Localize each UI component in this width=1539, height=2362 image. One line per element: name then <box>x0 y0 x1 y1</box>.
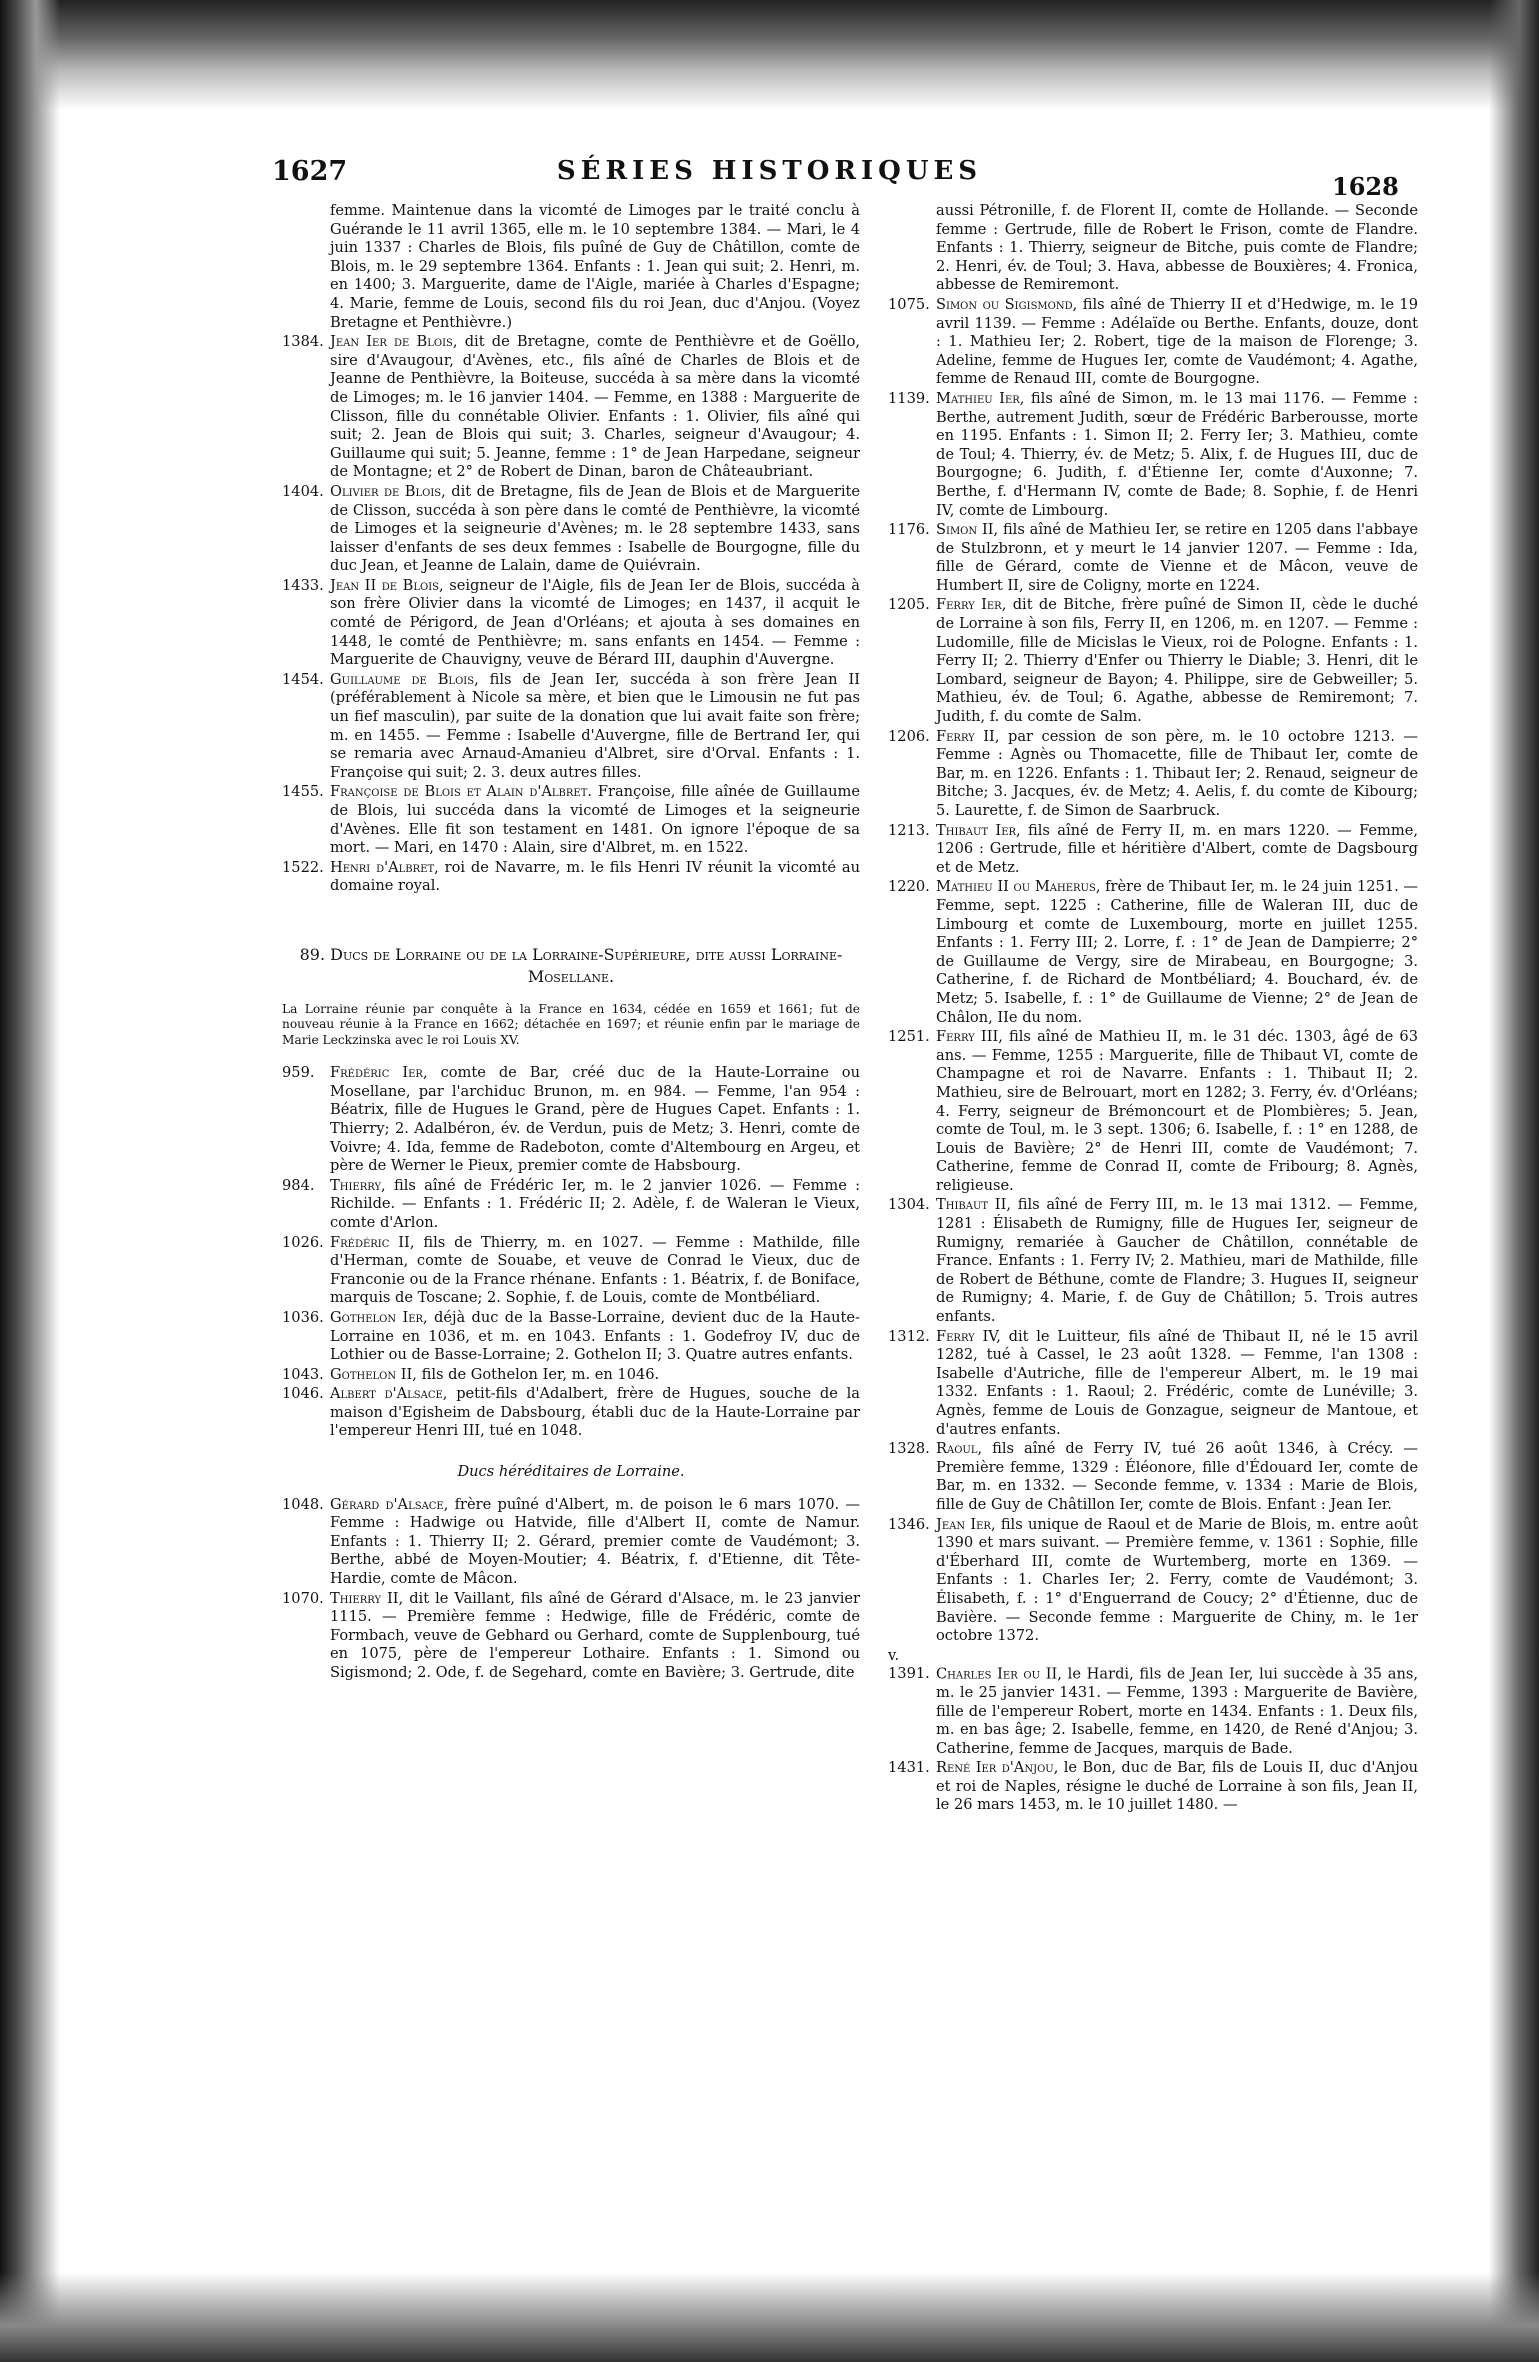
genealogy-entry <box>282 1496 860 1589</box>
entry-year: 1036. <box>282 1308 324 1326</box>
entry-text: fils aîné de Ferry II, m. en mars 1220. — Femme, 1206 : Gertrude, fille et héritière d'Albert, comte de Dagsbourg et de Metz. <box>936 821 1418 876</box>
entry-name: Thibaut II, <box>936 1196 1011 1214</box>
genealogy-entry <box>282 859 860 896</box>
entry-year: 1075. <box>888 295 930 313</box>
entry-year: 1213. <box>888 821 930 839</box>
entry-name: Frédéric II, <box>330 1233 415 1251</box>
entry-text: frère puîné d'Albert, m. de poison le 6 mars 1070. — Femme : Hadwige ou Hatvide, fille d'Albert II, comte de Namur. Enfants : 1. Thierry II; 2. Gérard, premier comte de Vaudémont; 3. Berthe, abbé de Moyen-Moutier; 4. Béatrix, f. d'Etienne, dit Tête-Hardie, comte de Mâcon. <box>330 1495 860 1588</box>
entry-year: 1304. <box>888 1196 930 1214</box>
entry-year: 1070. <box>282 1589 324 1607</box>
section-heading: 89. Ducs de Lorraine ou de la Lorraine-Supérieure, dite aussi Lorraine-Mosellane. <box>299 944 843 986</box>
entry-name: Gothelon II, <box>330 1365 417 1383</box>
page-title: SÉRIES HISTORIQUES <box>556 156 983 186</box>
entry-year: 1404. <box>282 482 324 500</box>
entry-text: roi de Navarre, m. le fils Henri IV réunit la vicomté au domaine royal. <box>330 858 861 895</box>
continuation-text: aussi Pétronille, f. de Florent II, comte de Hollande. — Seconde femme : Gertrude, fille de Robert le Frison, comte de Flandre. Enfants : 1. Thierry, seigneur de Bitche, puis comte de Flandre; 2. Henri, év. de Toul; 3. Hava, abbesse de Bouxières; 4. Fronica, abbesse de Remiremont. <box>936 202 1418 294</box>
entry-year: 1026. <box>282 1233 324 1251</box>
genealogy-entry <box>888 1516 1418 1646</box>
entry-year: 1251. <box>888 1028 930 1046</box>
entry-year: 1384. <box>282 333 324 351</box>
genealogy-entry <box>282 483 860 576</box>
genealogy-entry <box>282 783 860 857</box>
entry-name: Charles Ier ou II, <box>936 1665 1062 1683</box>
genealogy-entry <box>888 1759 1418 1815</box>
genealogy-entry <box>282 1309 860 1365</box>
entry-year: 1206. <box>888 727 930 745</box>
genealogy-entry <box>888 878 1418 1027</box>
entry-name: Simon ou Sigismond, <box>936 295 1078 313</box>
genealogy-entry <box>888 296 1418 389</box>
entry-name: Raoul, <box>936 1440 983 1458</box>
entry-text: fils unique de Raoul et de Marie de Blois, m. entre août 1390 et mars suivant. — Première femme, v. 1361 : Sophie, fille d'Éberhard III, comte de Wurtemberg, morte en 1369. — Enfants : 1. Charles Ier; 2. Ferry, comte de Vaudémont; 3. Élisabeth, f. : 1° d'Enguerrand de Coucy; 2° d'Étienne, duc de Bavière. — Seconde femme : Marguerite de Chiny, m. le 1er octobre 1372. <box>936 1515 1419 1645</box>
entries-ducs-hereditaires <box>282 1496 860 1683</box>
entry-text: seigneur de l'Aigle, fils de Jean Ier de Blois, succéda à son frère Olivier dans la vicomté de Limoges; en 1437, il acquit le comté de Périgord, de Jean d'Orléans; et ajouta à ses domaines en 1448, le comté de Penthièvre; m. sans enfants en 1454. — Femme : Marguerite de Chauvigny, veuve de Bérard III, dauphin d'Auvergne. <box>330 576 860 669</box>
scan-shadow-top <box>0 0 1539 110</box>
entry-name: Thibaut Ier, <box>936 821 1021 839</box>
entry-name: Françoise de Blois et Alain d'Albret. <box>330 783 593 801</box>
page-number-left: 1627 <box>272 156 348 187</box>
entry-year: 1312. <box>888 1327 930 1345</box>
genealogy-entry <box>888 390 1418 520</box>
entry-name: Jean Ier, <box>936 1515 996 1533</box>
entry-year: 1139. <box>888 389 930 407</box>
entry-name: Ferry IV, <box>936 1327 1001 1345</box>
entry-name: Gothelon Ier, <box>330 1308 428 1326</box>
entry-year: 959. <box>282 1064 315 1082</box>
entry-text: par cession de son père, m. le 10 octobre 1213. — Femme : Agnès ou Thomacette, fille de Thibaut Ier, comte de Bar, m. en 1226. Enfants : 1. Thibaut Ier; 2. Renaud, seigneur de Bitche; 3. Jacques, év. de Metz; 4. Aelis, f. du comte de Kibourg; 5. Laurette, f. de Simon de Saarbruck. <box>936 727 1418 819</box>
genealogy-entry <box>888 1440 1418 1514</box>
entry-text: déjà duc de la Basse-Lorraine, devient duc de la Haute-Lorraine en 1036, et m. en 1043. Enfants : 1. Godefroy IV, duc de Lothier ou de Basse-Lorraine; 2. Gothelon II; 3. Quatre autres enfants. <box>330 1308 860 1364</box>
entries-vicomtes-limoges <box>282 333 860 896</box>
entry-year: 1455. <box>282 783 324 801</box>
subsection-heading: Ducs héréditaires de Lorraine. <box>457 1463 685 1481</box>
genealogy-entry <box>888 596 1418 726</box>
genealogy-entry <box>282 1177 860 1233</box>
entry-name: Olivier de Blois, <box>330 482 446 500</box>
genealogy-entry <box>282 1064 860 1176</box>
genealogy-entry <box>282 1590 860 1683</box>
genealogy-entry <box>282 333 860 482</box>
entry-text: fils de Thierry, m. en 1027. — Femme : Mathilde, fille d'Herman, comte de Souabe, et veuve de Conrad le Vieux, duc de Franconie ou de la France rhénane. Enfants : 1. Béatrix, f. de Boniface, marquis de Toscane; 2. Sophie, f. de Louis, comte de Montbéliard. <box>330 1233 860 1307</box>
entry-year: 1205. <box>888 596 930 614</box>
genealogy-entry <box>888 1028 1418 1195</box>
entry-year: 1454. <box>282 670 324 688</box>
entry-text: comte de Bar, créé duc de la Haute-Lorraine ou Mosellane, par l'archiduc Brunon, m. en 984. — Femme, l'an 954 : Béatrix, fille de Hugues le Grand, père de Hugues Capet. Enfants : 1. Thierry; 2. Adalbéron, év. de Verdun, puis de Metz; 3. Henri, comte de Voivre; 4. Ida, femme de Radeboton, comte d'Altembourg en Argeu, et père de Werner le Pieux, premier comte de Habsbourg. <box>330 1064 860 1175</box>
entry-text: dit le Luitteur, fils aîné de Thibaut II, né le 15 avril 1282, tué à Cassel, le 23 août 1328. — Femme, l'an 1308 : Isabelle d'Autriche, fille de l'empereur Albert, m. le 19 mai 1332. Enfants : 1. Raoul; 2. Frédéric, comte de Lunéville; 3. Agnès, femme de Louis de Gonzague, seigneur de Mantoue, et d'autres enfants. <box>936 1327 1419 1438</box>
genealogy-entry <box>888 1647 1418 1759</box>
entry-name: Henri d'Albret, <box>330 858 439 876</box>
entry-year: 1176. <box>888 521 930 539</box>
entry-text: fils de Jean Ier, succéda à son frère Jean II (préférablement à Nicole sa mère, et bien que le Limousin ne fut pas un fief masculin), par suite de la donation que lui avait faite son frère; m. en 1455. — Femme : Isabelle d'Auvergne, fille de Bertrand Ier, qui se remaria avec Arnaud-Amanieu d'Albret, sire d'Orval. Enfants : 1. Françoise qui suit; 2. 3. deux autres filles. <box>330 670 861 781</box>
entry-text: Françoise, fille aînée de Guillaume de Blois, lui succéda dans la vicomté de Limoges et la seigneurie d'Avènes. Elle fit son testament en 1481. On ignore l'époque de sa mort. — Mari, en 1470 : Alain, sire d'Albret, m. en 1522. <box>330 783 860 857</box>
entry-text: dit de Bretagne, fils de Jean de Blois et de Marguerite de Clisson, succéda à son père dans le comté de Penthièvre, la vicomté de Limoges et la seigneurie d'Avènes; m. le 28 septembre 1433, sans laisser d'enfants de ses deux femmes : Isabelle de Bourgogne, fille du duc Jean, et Jeanne de Lalain, dame de Quiévrain. <box>330 482 861 575</box>
entry-year: 1522. <box>282 858 324 876</box>
entry-name: Jean II de Blois, <box>330 576 444 594</box>
entry-text: dit de Bretagne, comte de Penthièvre et de Goëllo, sire d'Avaugour, d'Avènes, etc., fils aîné de Charles de Blois et de Jeanne de Penthièvre, la Boiteuse, succéda à sa mère dans la vicomté de Limoges; m. le 16 janvier 1404. — Femme, en 1388 : Marguerite de Clisson, fille du connétable Olivier. Enfants : 1. Olivier, fils aîné qui suit; 2. Jean de Blois qui suit; 3. Charles, seigneur d'Avaugour; 4. Guillaume qui suit; 5. Jeanne, femme : 1° de Jean Harpedane, seigneur de Montagne; et 2° de Robert de Dinan, baron de Châteaubriant. <box>330 333 861 481</box>
entry-name: Gérard d'Alsace, <box>330 1495 449 1513</box>
scan-shadow-bottom <box>0 2272 1539 2362</box>
entry-name: Ferry Ier, <box>936 596 1007 614</box>
entry-text: fils aîné de Thierry II et d'Hedwige, m. le 19 avril 1139. — Femme : Adélaïde ou Berthe. Enfants, douze, dont : 1. Mathieu Ier; 2. Robert, tige de la maison de Florenge; 3. Adeline, femme de Hugues Ier, comte de Vaudémont; 4. Agathe, femme de Renaud III, comte de Bourgogne. <box>936 295 1419 388</box>
entries-ducs-lorraine-continued <box>888 296 1418 1815</box>
page-number-right: 1628 <box>1332 172 1399 201</box>
entry-text: fils aîné de Frédéric Ier, m. le 2 janvier 1026. — Femme : Richilde. — Enfants : 1. Frédéric II; 2. Adèle, f. de Waleran le Vieux, comte d'Arlon. <box>330 1176 861 1231</box>
entry-name: Albert d'Alsace, <box>330 1385 448 1403</box>
entry-name: Thierry II, <box>330 1589 404 1607</box>
entry-text: le Bon, duc de Bar, fils de Louis II, duc d'Anjou et roi de Naples, résigne le duché de Lorraine à son fils, Jean II, le 26 mars 1453, m. le 10 juillet 1480. — <box>936 1759 1419 1814</box>
left-column <box>282 202 860 1684</box>
entry-name: Jean Ier de Blois, <box>330 333 458 351</box>
entry-name: René Ier d'Anjou, <box>936 1759 1059 1777</box>
entry-text: fils aîné de Simon, m. le 13 mai 1176. — Femme : Berthe, autrement Judith, sœur de Frédéric Barberousse, morte en 1195. Enfants : 1. Simon II; 2. Ferry Ier; 3. Mathieu, comte de Toul; 4. Thierry, év. de Metz; 5. Alix, f. de Hugues III, duc de Bourgogne; 6. Judith, f. d'Étienne Ier, comte d'Auxonne; 7. Berthe, f. d'Hermann IV, comte de Bade; 8. Sophie, f. de Henri IV, comte de Limbourg. <box>936 389 1419 519</box>
entry-year: 984. <box>282 1176 315 1194</box>
entry-name: Ferry III, <box>936 1028 1003 1046</box>
entries-ducs-lorraine <box>282 1064 860 1441</box>
entry-text: fils aîné de Ferry IV, tué 26 août 1346, à Crécy. — Première femme, 1329 : Éléonore, fille d'Édouard Ier, comte de Bar, m. en 1332. — Seconde femme, v. 1334 : Marie de Blois, fille de Guy de Châtillon Ier, comte de Blois. Enfant : Jean Ier. <box>936 1440 1419 1513</box>
entry-year: 1048. <box>282 1495 324 1513</box>
entry-name: Mathieu II ou Maherus, <box>936 878 1101 896</box>
entry-name: Guillaume de Blois, <box>330 670 479 688</box>
entry-year: v. 1391. <box>888 1646 930 1683</box>
right-column <box>888 202 1418 1816</box>
entry-text: fils aîné de Ferry III, m. le 13 mai 1312. — Femme, 1281 : Élisabeth de Rumigny, fille de Hugues Ier, seigneur de Rumigny, remariée à Gaucher de Châtillon, connétable de France. Enfants : 1. Ferry IV; 2. Mathieu, mari de Mathilde, fille de Robert de Béthune, comte de Flandre; 3. Hugues II, seigneur de Rumigny; 4. Marie, f. de Guy de Châtillon; 5. Trois autres enfants. <box>936 1196 1418 1326</box>
genealogy-entry <box>888 1328 1418 1440</box>
entry-name: Mathieu Ier, <box>936 389 1025 407</box>
genealogy-entry <box>888 521 1418 595</box>
genealogy-entry <box>282 577 860 670</box>
genealogy-entry <box>888 822 1418 878</box>
entry-year: 1043. <box>282 1365 324 1383</box>
entry-year: 1433. <box>282 576 324 594</box>
entry-year: 1046. <box>282 1385 324 1403</box>
entry-name: Frédéric Ier, <box>330 1064 428 1082</box>
entry-year: 1220. <box>888 878 930 896</box>
entry-text: fils aîné de Mathieu II, m. le 31 déc. 1303, âgé de 63 ans. — Femme, 1255 : Marguerite, fille de Thibaut VI, comte de Champagne et roi de Navarre. Enfants : 1. Thibaut II; 2. Mathieu, sire de Belrouart, mort en 1282; 3. Ferry, év. d'Orléans; 4. Ferry, seigneur de Brémoncourt et de Plombières; 5. Jean, comte de Toul, m. le 3 sept. 1306; 6. Isabelle, f. : 1° en 1288, de Louis de Bavière; 2° de Henri III, comte de Vaudémont; 7. Catherine, femme de Conrad II, comte de Fribourg; 8. Agnès, religieuse. <box>936 1028 1419 1194</box>
entry-text: dit le Vaillant, fils aîné de Gérard d'Alsace, m. le 23 janvier 1115. — Première femme : Hedwige, fille de Frédéric, comte de Formbach, veuve de Gebhard ou Gerhard, comte de Supplenbourg, tué en 1075, père de l'empereur Lothaire. Enfants : 1. Simond ou Sigismond; 2. Ode, f. de Segehard, comte en Bavière; 3. Gertrude, dite <box>330 1589 860 1681</box>
entry-name: Ferry II, <box>936 727 1000 745</box>
genealogy-entry <box>282 1366 860 1385</box>
entry-text: petit-fils d'Adalbert, frère de Hugues, souche de la maison d'Egisheim de Dabsbourg, établi duc de la Haute-Lorraine par l'empereur Henri III, tué en 1048. <box>330 1385 860 1440</box>
entry-text: le Hardi, fils de Jean Ier, lui succède à 35 ans, m. le 25 janvier 1431. — Femme, 1393 : Marguerite de Bavière, fille de l'empereur Robert, morte en 1434. Enfants : 1. Deux fils, m. en bas âge; 2. Isabelle, femme, en 1420, de René d'Anjou; 3. Catherine, femme de Jacques, marquis de Bade. <box>936 1665 1419 1757</box>
continuation-text: femme. Maintenue dans la vicomté de Limoges par le traité conclu à Guérande le 11 avril 1365, elle m. le 10 septembre 1384. — Mari, le 4 juin 1337 : Charles de Blois, fils puîné de Guy de Châtillon, comte de Blois, m. le 29 septembre 1364. Enfants : 1. Jean qui suit; 2. Henri, m. en 1400; 3. Marguerite, dame de l'Aigle, mariée à Charles d'Espagne; 4. Marie, femme de Louis, second fils du roi Jean, duc d'Anjou. (Voyez Bretagne et Penthièvre.) <box>330 202 860 331</box>
entry-year: 1328. <box>888 1440 930 1458</box>
entry-text: fils aîné de Mathieu Ier, se retire en 1205 dans l'abbaye de Stulzbronn, et y meurt le 14 janvier 1207. — Femme : Ida, fille de Gérard, comte de Vienne et de Mâcon, veuve de Humbert II, sire de Coligny, morte en 1224. <box>936 521 1418 594</box>
entry-text: frère de Thibaut Ier, m. le 24 juin 1251. — Femme, sept. 1225 : Catherine, fille de Waleran III, duc de Limbourg et comte de Luxembourg, morte en juillet 1255. Enfants : 1. Ferry III; 2. Lorre, f. : 1° de Jean de Dampierre; 2° de Guillaume de Vergy, sire de Mirabeau, en Bourgogne; 3. Catherine, f. de Richard de Montbéliard; 4. Bouchard, év. de Metz; 5. Isabelle, f. : 1° de Guillaume de Vienne; 2° de Jean de Châlon, IIe du nom. <box>936 878 1419 1026</box>
running-head <box>0 150 1539 201</box>
entry-year: 1346. <box>888 1515 930 1533</box>
genealogy-entry <box>282 671 860 783</box>
genealogy-entry <box>888 1196 1418 1326</box>
scan-shadow-left <box>0 0 60 2362</box>
genealogy-entry <box>888 728 1418 821</box>
entry-year: 1431. <box>888 1759 930 1777</box>
scan-shadow-right <box>1489 0 1539 2362</box>
genealogy-entry <box>282 1234 860 1308</box>
entry-text: dit de Bitche, frère puîné de Simon II, cède le duché de Lorraine à son fils, Ferry II, en 1206, m. en 1207. — Femme : Ludomille, fille de Micislas le Vieux, roi de Pologne. Enfants : 1. Ferry II; 2. Thierry d'Enfer ou Thierry le Diable; 3. Henri, dit le Lombard, seigneur de Bayon; 4. Philippe, sire de Gebweiller; 5. Mathieu, év. de Toul; 6. Agathe, abbesse de Remiremont; 7. Judith, f. du comte de Salm. <box>936 596 1419 726</box>
entry-name: Simon II, <box>936 521 999 539</box>
section-note: La Lorraine réunie par conquête à la France en 1634, cédée en 1659 et 1661; fut de nouveau réunie à la France en 1662; détachée en 1697; et réunie enfin par le mariage de Marie Leckzinska avec le roi Louis XV. <box>282 1001 860 1047</box>
entry-text: fils de Gothelon Ier, m. en 1046. <box>421 1365 660 1383</box>
entry-name: Thierry, <box>330 1176 386 1194</box>
genealogy-entry <box>282 1385 860 1441</box>
